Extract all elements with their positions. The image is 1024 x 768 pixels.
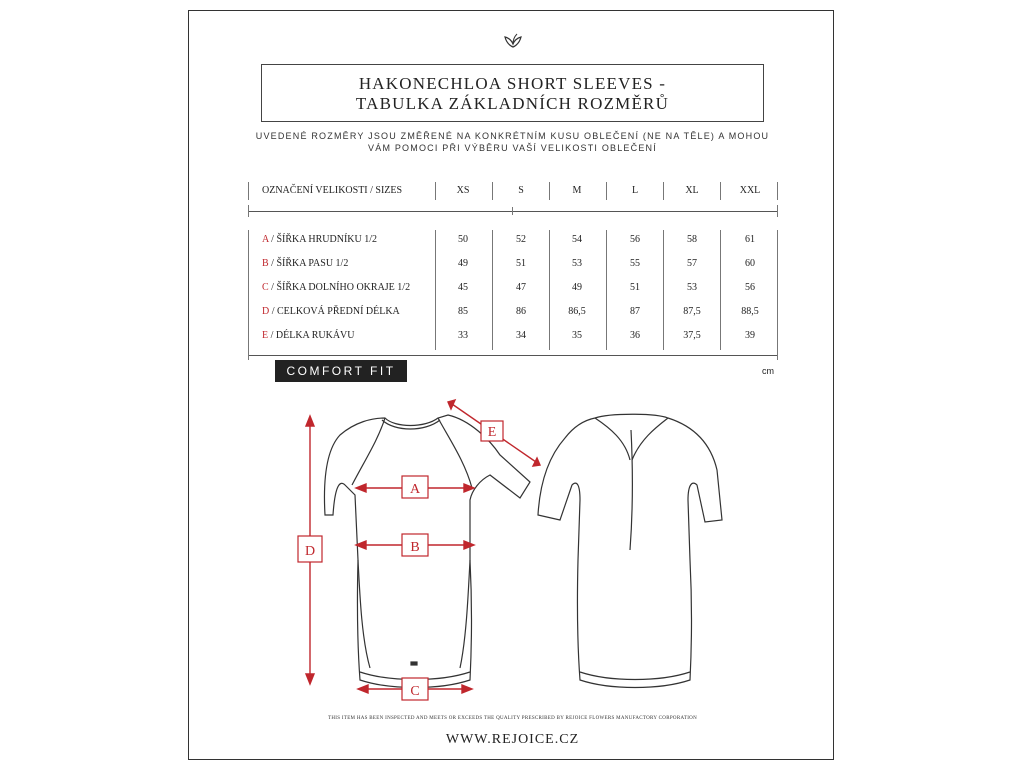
table-cell: 54 [572,234,582,245]
back-hem-line [580,672,690,680]
table-cell: 87 [630,306,640,317]
table-cell: 86 [516,306,526,317]
table-cell: 57 [687,258,697,269]
measurement-labels [298,421,503,700]
row-label-text: / CELKOVÁ PŘEDNÍ DÉLKA [269,306,400,317]
table-cell: 86,5 [568,306,586,317]
arrow-head [464,541,474,549]
row-letter: A [262,234,269,245]
table-cell: 35 [572,330,582,341]
table-cell: 51 [630,282,640,293]
arrow-head [462,685,472,693]
row-label-text: / ŠÍŘKA PASU 1/2 [268,258,349,269]
size-header-l: L [631,185,639,196]
front-seam-right [460,560,470,668]
subtitle-line-2: VÁM POMOCI PŘI VÝBĚRU VAŠÍ VELIKOSTI OBLEČENÍ [368,143,657,153]
subtitle-line-1: UVEDENÉ ROZMĚRY JSOU ZMĚŘENÉ NA KONKRÉTNÍM KUSU OBLEČENÍ (NE NA TĚLE) A MOHOU [255,131,770,141]
table-cell: 55 [630,258,640,269]
measure-label-d: D [304,544,316,559]
quality-note: THIS ITEM HAS BEEN INSPECTED AND MEETS OR EXCEEDS THE QUALITY PRESCRIBED BY REJOICE FLOWERS MANUFACTORY CORPORATION [328,716,697,721]
table-cell: 53 [687,282,697,293]
comfort-fit-badge: COMFORT FIT [275,360,407,382]
size-header-m: M [572,185,582,196]
table-cell: 56 [630,234,640,245]
table-cell: 56 [745,282,755,293]
back-raglan-left [595,418,630,460]
table-cell: 88,5 [741,306,759,317]
size-header-s: S [518,185,524,196]
table-cell: 87,5 [683,306,701,317]
row-label-text: / ŠÍŘKA DOLNÍHO OKRAJE 1/2 [268,282,411,293]
title-line-1: HAKONECHLOA SHORT SLEEVES - [358,74,667,93]
arrow-head [358,685,368,693]
size-header-xl: XL [685,185,699,196]
row-letter: D [262,306,270,317]
row-letter: C [262,282,269,293]
table-cell: 45 [458,282,468,293]
table-cell: 39 [745,330,755,341]
front-seam-left [358,560,370,668]
arrow-head [533,458,540,466]
row-label-text: / ŠÍŘKA HRUDNÍKU 1/2 [268,234,378,245]
front-raglan-right [438,418,472,488]
arrow-head [356,484,366,492]
row-letter: B [262,258,269,269]
table-cell: 47 [516,282,526,293]
back-dress-outline [538,414,722,687]
table-cell: 49 [458,258,468,269]
table-cell: 85 [458,306,468,317]
title-line-2: TABULKA ZÁKLADNÍCH ROZMĚRŮ [355,94,670,113]
table-cell: 33 [458,330,468,341]
size-header-label: OZNAČENÍ VELIKOSTI / SIZES [262,185,403,196]
unit-label: cm [762,366,774,376]
arrow-head [306,416,314,426]
table-cell: 51 [516,258,526,269]
table-cell: 36 [630,330,640,341]
back-raglan-right [632,418,668,460]
measure-label-e: E [487,425,497,440]
measure-label-a: A [409,482,421,497]
measure-label-c: C [410,684,420,699]
size-header-xs: XS [456,185,470,196]
size-header-xxl: XXL [739,185,761,196]
table-cell: 50 [458,234,468,245]
arrow-head [306,674,314,684]
table-cell: 58 [687,234,697,245]
website-url: WWW.REJOICE.CZ [445,732,580,747]
back-view-dress [538,414,722,687]
table-cell: 37,5 [683,330,701,341]
front-raglan-left [352,418,385,485]
table-cell: 60 [745,258,755,269]
back-pleat [630,430,632,550]
table-cell: 53 [572,258,582,269]
table-cell: 52 [516,234,526,245]
row-letter: E [262,330,269,341]
measure-label-b: B [410,540,420,555]
brand-tag [411,662,417,665]
table-cell: 61 [745,234,755,245]
arrow-head [464,484,474,492]
table-cell: 49 [572,282,582,293]
row-label-text: / DÉLKA RUKÁVU [268,330,355,341]
table-cell: 34 [516,330,526,341]
